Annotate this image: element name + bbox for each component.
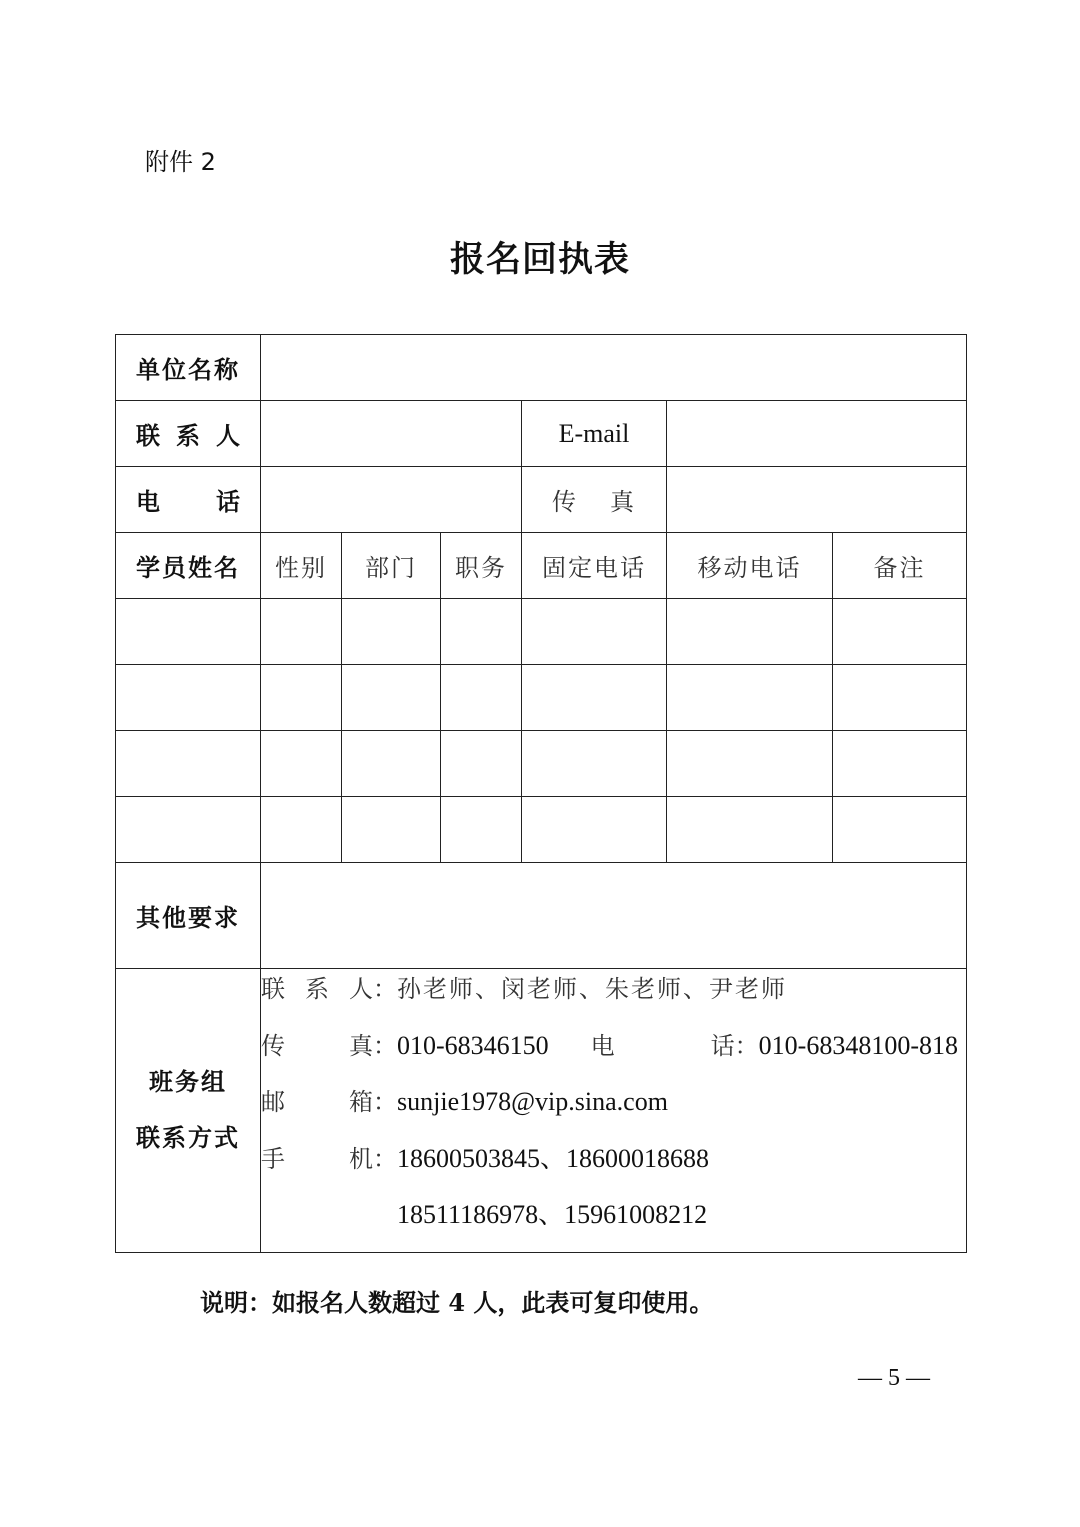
mobile-line <box>261 1139 966 1196</box>
registration-form-table <box>115 334 967 1253</box>
department-cell[interactable] <box>342 599 441 665</box>
phone-input-cell[interactable] <box>261 467 522 533</box>
remarks-cell[interactable] <box>833 599 967 665</box>
mobile-cell[interactable] <box>667 599 833 665</box>
gender-cell[interactable] <box>261 731 342 797</box>
mobile-value-line1: 18600503845、18600018688 <box>397 1143 710 1173</box>
col-header-department: 部门 <box>342 533 441 599</box>
gender-cell[interactable] <box>261 797 342 863</box>
position-cell[interactable] <box>441 797 522 863</box>
contact-label-cell <box>116 401 261 467</box>
org-name-input-cell[interactable] <box>261 335 967 401</box>
remarks-cell[interactable] <box>833 731 967 797</box>
position-cell[interactable] <box>441 731 522 797</box>
position-cell[interactable] <box>441 599 522 665</box>
phone-key: 电 <box>590 1031 615 1060</box>
contact-row <box>116 401 967 467</box>
mobile-value-line2: 18511186978、15961008212 <box>397 1200 708 1229</box>
department-cell[interactable] <box>342 797 441 863</box>
mobile-cell[interactable] <box>667 731 833 797</box>
fax-key: 传 真： <box>261 1031 397 1060</box>
student-name-cell[interactable] <box>116 665 261 731</box>
attachment-label: 附件 2 <box>145 148 216 176</box>
student-name-cell[interactable] <box>116 797 261 863</box>
contacts-key: 联 系 人： <box>261 975 397 1003</box>
email-input-cell[interactable] <box>667 401 967 467</box>
mailbox-key: 邮 箱： <box>261 1088 397 1116</box>
contact-label: 联 系 人 <box>136 421 242 450</box>
department-cell[interactable] <box>342 665 441 731</box>
fax-label: 传 真 <box>552 488 636 516</box>
class-group-label: 班务组 联系方式 <box>136 1067 240 1153</box>
other-requirements-label-cell <box>116 863 261 969</box>
student-row <box>116 665 967 731</box>
col-header-gender: 性别 <box>261 533 342 599</box>
fax-phone-line <box>261 1026 966 1083</box>
phone-key-suffix: 话： <box>710 1031 759 1060</box>
gender-cell[interactable] <box>261 665 342 731</box>
org-name-row <box>116 335 967 401</box>
email-label: E-mail <box>558 418 630 448</box>
col-header-remarks: 备注 <box>833 533 967 599</box>
other-requirements-input-cell[interactable] <box>261 863 967 969</box>
mobile-cell[interactable] <box>667 665 833 731</box>
contacts-value: 孙老师、闵老师、朱老师、尹老师 <box>397 975 787 1003</box>
landline-cell[interactable] <box>522 665 667 731</box>
remarks-cell[interactable] <box>833 665 967 731</box>
phone-fax-row <box>116 467 967 533</box>
col-header-position: 职务 <box>441 533 522 599</box>
phone-label-cell <box>116 467 261 533</box>
class-group-label-cell <box>116 969 261 1253</box>
page-title: 报名回执表 <box>449 239 630 280</box>
class-group-contact-row <box>116 969 967 1253</box>
col-header-mobile: 移动电话 <box>667 533 833 599</box>
student-header-row <box>116 533 967 599</box>
other-requirements-label: 其他要求 <box>136 903 240 932</box>
mailbox-value[interactable]: sunjie1978@vip.sina.com <box>397 1087 668 1116</box>
mailbox-line <box>261 1082 966 1139</box>
student-name-cell[interactable] <box>116 599 261 665</box>
org-name-label: 单位名称 <box>136 355 240 384</box>
mobile-key: 手 机： <box>261 1144 397 1173</box>
landline-cell[interactable] <box>522 599 667 665</box>
phone-value: 010-68348100-818 <box>758 1030 958 1060</box>
student-row <box>116 731 967 797</box>
fax-input-cell[interactable] <box>667 467 967 533</box>
contacts-line <box>261 969 966 1026</box>
landline-cell[interactable] <box>522 797 667 863</box>
contact-input-cell[interactable] <box>261 401 522 467</box>
landline-cell[interactable] <box>522 731 667 797</box>
student-row <box>116 599 967 665</box>
org-name-label-cell <box>116 335 261 401</box>
mobile-cell[interactable] <box>667 797 833 863</box>
email-label-cell <box>522 401 667 467</box>
mobile-line-continued <box>261 1195 966 1252</box>
usage-note: 说明：如报名人数超过 4 人，此表可复印使用。 <box>200 1288 714 1317</box>
other-requirements-row <box>116 863 967 969</box>
position-cell[interactable] <box>441 665 522 731</box>
page-number: — 5 — <box>858 1365 930 1391</box>
class-group-info-cell <box>261 969 967 1253</box>
fax-label-cell <box>522 467 667 533</box>
department-cell[interactable] <box>342 731 441 797</box>
remarks-cell[interactable] <box>833 797 967 863</box>
col-header-student-name: 学员姓名 <box>116 533 261 599</box>
phone-label: 电 话 <box>136 487 242 516</box>
student-row <box>116 797 967 863</box>
col-header-landline: 固定电话 <box>522 533 667 599</box>
student-name-cell[interactable] <box>116 731 261 797</box>
fax-value: 010-68346150 <box>397 1030 549 1060</box>
gender-cell[interactable] <box>261 599 342 665</box>
